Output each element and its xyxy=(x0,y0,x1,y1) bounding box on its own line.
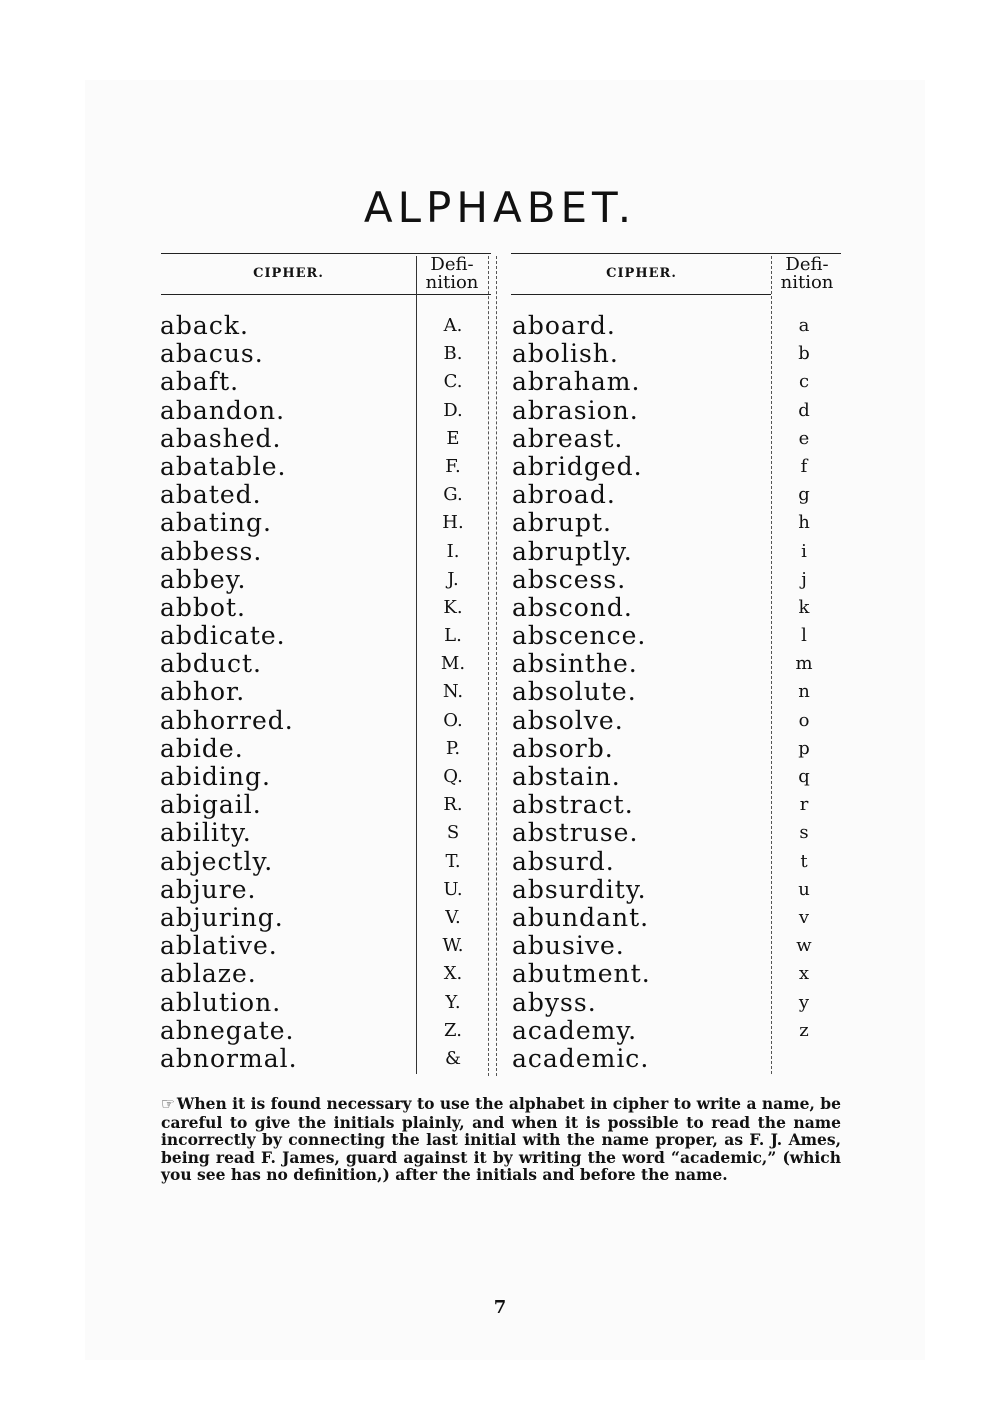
left-cipher-column xyxy=(160,312,410,1073)
cipher-word: absolve. xyxy=(512,705,624,735)
cipher-word: abstain. xyxy=(512,762,621,791)
cipher-word: abscond. xyxy=(512,592,633,622)
definition-letter: & xyxy=(444,1047,462,1069)
cipher-word: absorb. xyxy=(512,733,614,763)
left-definition-column xyxy=(420,312,486,1073)
cipher-word: abridged. xyxy=(512,451,643,481)
cipher-word: abolish. xyxy=(512,339,619,369)
definition-letter: p xyxy=(798,737,810,759)
cipher-header-left: CIPHER. xyxy=(253,266,324,281)
cipher-word: ablution. xyxy=(160,987,282,1017)
definition-letter: t xyxy=(800,850,808,872)
definition-letter: l xyxy=(801,625,807,647)
cipher-word: abhorred. xyxy=(160,705,294,735)
definition-letter: e xyxy=(798,427,810,449)
cipher-word: abduct. xyxy=(160,649,263,679)
definition-header-right xyxy=(772,256,842,292)
cipher-word: abyss. xyxy=(512,987,597,1017)
right-definition-column xyxy=(772,312,836,1073)
definition-letter: B. xyxy=(443,343,463,365)
cipher-word: abjectly. xyxy=(160,846,274,876)
cipher-word: abroad. xyxy=(512,480,616,510)
definition-letter: y xyxy=(798,991,810,1013)
definition-letter: z xyxy=(799,1019,809,1041)
cipher-word: ability. xyxy=(160,818,252,848)
cipher-word: abstruse. xyxy=(512,818,639,848)
page-number: 7 xyxy=(493,1297,507,1318)
cipher-word: absolute. xyxy=(512,677,637,707)
definition-letter: P. xyxy=(445,737,461,759)
cipher-word: abnormal. xyxy=(160,1043,298,1073)
definition-header-left-line1: Defi- xyxy=(430,254,474,275)
divider-center-b xyxy=(496,256,497,1076)
cipher-word: abigail. xyxy=(160,790,262,820)
cipher-word: abrasion. xyxy=(512,395,639,425)
definition-letter: S xyxy=(446,822,460,844)
definition-letter xyxy=(772,1045,836,1073)
definition-letter: V. xyxy=(445,906,461,928)
definition-letter: g xyxy=(798,484,810,506)
definition-letter: Z. xyxy=(444,1019,462,1041)
cipher-word: abnegate. xyxy=(160,1015,295,1045)
divider-center-a xyxy=(488,256,489,1076)
usage-note-text: When it is found necessary to use the alphabet in cipher to write a name, be careful to give the initials plainly, and when it is possible to read the name incorrectly by connecting the last initial with the name proper, as F. J. Ames, being read F. James, guard against it by writing the word “academic,” (which you see has no definition,) after the initials and before the name. xyxy=(161,1094,841,1184)
definition-letter: r xyxy=(799,794,809,816)
definition-letter: b xyxy=(798,343,810,365)
definition-letter: n xyxy=(798,681,810,703)
definition-letter: u xyxy=(798,878,810,900)
definition-letter: O. xyxy=(443,709,463,731)
definition-letter: o xyxy=(798,709,810,731)
definition-letter: Y. xyxy=(445,991,461,1013)
definition-letter: L. xyxy=(444,625,462,647)
cipher-word: ablaze. xyxy=(160,959,257,989)
definition-letter: J. xyxy=(447,568,459,590)
definition-letter: q xyxy=(798,766,810,787)
usage-note xyxy=(161,1095,841,1184)
definition-letter: C. xyxy=(443,371,463,393)
cipher-word: abundant. xyxy=(512,902,650,932)
cipher-word: absinthe. xyxy=(512,649,638,679)
cipher-word: abscess. xyxy=(512,564,627,594)
cipher-word: abstract. xyxy=(512,790,634,820)
definition-letter: K. xyxy=(443,596,463,618)
definition-letter: i xyxy=(801,540,807,562)
cipher-word: absurdity. xyxy=(512,874,647,904)
cipher-word: abandon. xyxy=(160,395,286,425)
cipher-word: abjuring. xyxy=(160,902,284,932)
cipher-word: abiding. xyxy=(160,762,271,791)
cipher-word: abaft. xyxy=(160,367,240,397)
cipher-word: abbot. xyxy=(160,592,246,622)
definition-header-left-line2: nition xyxy=(425,272,479,293)
definition-letter: X. xyxy=(443,963,463,985)
definition-letter: T. xyxy=(445,850,461,872)
cipher-word: abated. xyxy=(160,480,262,510)
definition-letter: G. xyxy=(443,484,463,506)
definition-letter: k xyxy=(798,596,810,618)
cipher-word: abruptly. xyxy=(512,536,633,566)
definition-letter: A. xyxy=(443,315,463,336)
cipher-word: abraham. xyxy=(512,367,641,397)
cipher-word: abating. xyxy=(160,508,272,538)
cipher-word: abashed. xyxy=(160,423,282,453)
cipher-word: ablative. xyxy=(160,931,278,961)
header-bottom-rule-left xyxy=(161,294,491,295)
cipher-word: absurd. xyxy=(512,846,615,876)
definition-letter: R. xyxy=(443,794,463,816)
definition-letter: I. xyxy=(446,540,460,562)
cipher-word: abutment. xyxy=(512,959,651,989)
definition-letter: x xyxy=(798,963,810,985)
cipher-word: abrupt. xyxy=(512,508,612,538)
definition-letter: W. xyxy=(442,935,464,957)
cipher-word: abhor. xyxy=(160,677,246,707)
definition-letter: D. xyxy=(443,399,463,421)
cipher-word: abusive. xyxy=(512,931,625,961)
definition-letter: v xyxy=(798,906,810,928)
definition-header-right-line2: nition xyxy=(780,272,834,293)
cipher-word: abbey. xyxy=(160,564,247,594)
definition-letter: f xyxy=(800,455,808,477)
cipher-word: abacus. xyxy=(160,339,264,369)
pointing-hand-icon: ☞ xyxy=(161,1095,175,1113)
definition-letter: H. xyxy=(442,512,464,534)
right-cipher-column xyxy=(512,312,767,1073)
divider-left-def xyxy=(416,256,417,1074)
definition-letter: s xyxy=(799,822,809,844)
page-title: ALPHABET. xyxy=(363,183,637,232)
definition-letter: w xyxy=(796,935,812,957)
cipher-word: aback. xyxy=(160,311,249,340)
cipher-word: abbess. xyxy=(160,536,263,566)
definition-letter: a xyxy=(798,315,810,336)
definition-header-left xyxy=(417,256,487,292)
cipher-word: abjure. xyxy=(160,874,257,904)
definition-letter: M. xyxy=(440,653,466,675)
definition-letter: Q. xyxy=(443,766,463,787)
definition-letter: F. xyxy=(445,455,461,477)
definition-letter: d xyxy=(798,399,810,421)
definition-header-right-line1: Defi- xyxy=(785,254,829,275)
definition-letter: E xyxy=(446,427,460,449)
header-bottom-rule-right xyxy=(511,294,771,295)
definition-letter: N. xyxy=(442,681,464,703)
cipher-word: academy. xyxy=(512,1015,638,1045)
definition-letter: U. xyxy=(443,878,463,900)
definition-letter: c xyxy=(798,371,810,393)
cipher-word: abdicate. xyxy=(160,621,286,651)
definition-letter: j xyxy=(801,568,807,590)
cipher-header-right: CIPHER. xyxy=(606,266,677,281)
cipher-word: abreast. xyxy=(512,423,624,453)
cipher-word: abatable. xyxy=(160,451,287,481)
cipher-word: abscence. xyxy=(512,621,647,651)
definition-letter: m xyxy=(795,653,813,675)
definition-letter: h xyxy=(798,512,810,534)
cipher-word: abide. xyxy=(160,733,244,763)
cipher-word: aboard. xyxy=(512,311,616,340)
cipher-word: academic. xyxy=(512,1043,650,1073)
